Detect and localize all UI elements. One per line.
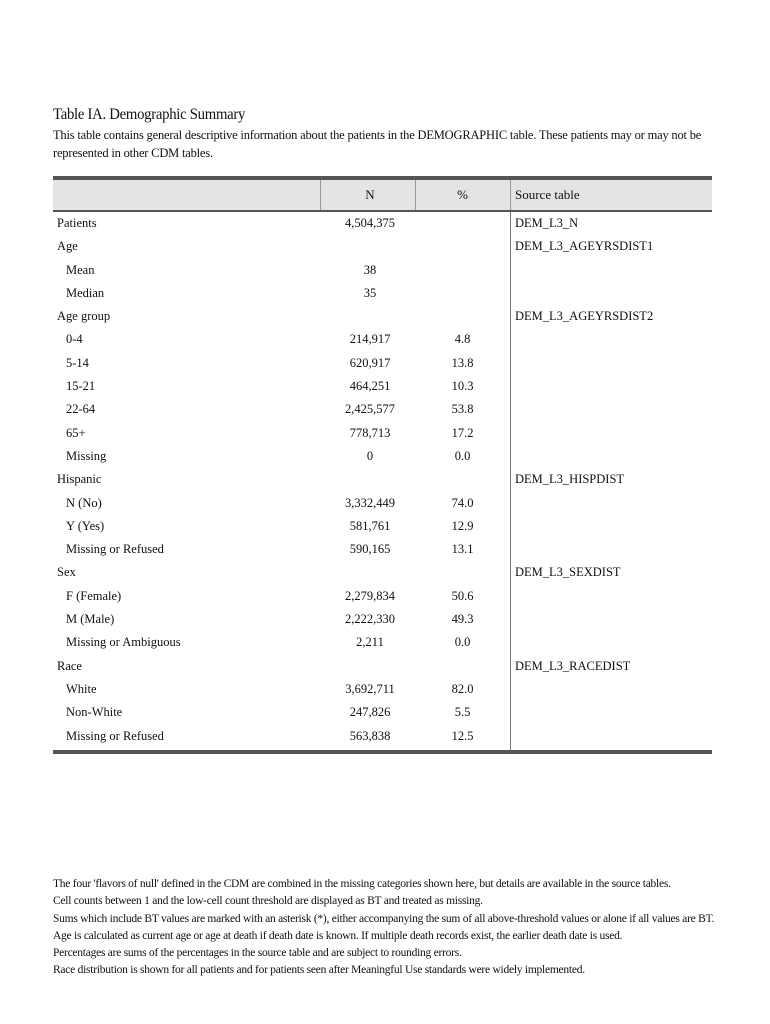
table-row	[53, 282, 712, 305]
header-n: N	[365, 187, 375, 202]
footnote: Sums which include BT values are marked with an asterisk (*), either accompanying the sum of all above-threshold values or alone if all values are BT.	[53, 912, 715, 925]
header-source: Source table	[515, 187, 580, 202]
table-body	[53, 212, 712, 748]
row-label: Age	[57, 239, 78, 254]
row-percent: 5.5	[454, 705, 471, 720]
column-divider	[510, 212, 511, 750]
header-percent: %	[457, 187, 468, 202]
row-percent: 17.2	[451, 425, 474, 440]
row-count: 35	[363, 285, 377, 300]
row-count: 3,692,711	[345, 681, 395, 696]
row-percent: 4.8	[454, 332, 471, 347]
row-percent: 12.5	[451, 728, 474, 743]
row-source-table: DEM_L3_RACEDIST	[515, 658, 631, 673]
row-label: 65+	[66, 425, 86, 440]
row-label: Age group	[57, 309, 111, 324]
table-row	[53, 212, 712, 235]
row-count: 2,211	[356, 635, 384, 650]
row-count: 620,917	[349, 355, 391, 370]
row-percent: 53.8	[451, 402, 474, 417]
row-label: Missing or Refused	[66, 542, 164, 557]
row-percent: 50.6	[451, 588, 474, 603]
row-count: 778,713	[349, 425, 391, 440]
row-label: 15-21	[66, 379, 96, 394]
table-row	[53, 585, 712, 608]
row-percent: 13.8	[451, 355, 474, 370]
row-percent: 82.0	[451, 681, 474, 696]
row-percent: 74.0	[451, 495, 474, 510]
row-label: Non-White	[66, 705, 123, 720]
row-label: Y (Yes)	[66, 518, 105, 533]
row-count: 581,761	[349, 518, 391, 533]
row-label: Race	[57, 658, 82, 673]
header-divider	[510, 180, 511, 210]
table-row	[53, 678, 712, 701]
row-label: F (Female)	[66, 588, 122, 603]
table-header	[53, 176, 712, 212]
row-label: Hispanic	[57, 472, 102, 487]
footnote: Percentages are sums of the percentages in the source table and are subject to rounding errors.	[53, 947, 462, 960]
row-label: Patients	[57, 216, 97, 230]
footnotes	[53, 876, 753, 980]
row-count: 2,425,577	[345, 402, 395, 417]
footnote: The four 'flavors of null' defined in the CDM are combined in the missing categories shown here, but details are available in the source tables.	[53, 878, 671, 890]
table-row	[53, 538, 712, 561]
row-label: 22-64	[66, 402, 96, 417]
row-label: Mean	[66, 262, 95, 277]
row-percent: 49.3	[451, 612, 474, 627]
table-row	[53, 445, 712, 468]
table-row	[53, 515, 712, 538]
row-count: 0	[366, 448, 374, 463]
table-row	[53, 375, 712, 398]
row-count: 3,332,449	[345, 495, 395, 510]
row-percent: 0.0	[454, 635, 471, 650]
table-row	[53, 725, 712, 748]
row-count: 2,279,834	[345, 588, 395, 603]
table-row	[53, 655, 712, 678]
footnote: Cell counts between 1 and the low-cell count threshold are displayed as BT and treated as missing.	[53, 895, 483, 908]
table-row	[53, 631, 712, 654]
table-row	[53, 468, 712, 491]
row-source-table: DEM_L3_AGEYRSDIST1	[515, 239, 654, 254]
table-row	[53, 608, 712, 631]
row-source-table: DEM_L3_N	[515, 216, 579, 230]
row-label: Sex	[57, 565, 76, 580]
table-row	[53, 328, 712, 351]
row-source-table: DEM_L3_SEXDIST	[515, 565, 621, 580]
row-count: 4,504,375	[345, 216, 395, 230]
row-label: N (No)	[66, 495, 102, 510]
table-row	[53, 352, 712, 375]
table-row	[53, 398, 712, 421]
row-percent: 0.0	[454, 448, 471, 463]
row-count: 563,838	[349, 728, 391, 743]
table-row	[53, 701, 712, 724]
row-label: Median	[66, 285, 105, 300]
row-percent: 12.9	[451, 518, 474, 533]
footnote: Race distribution is shown for all patients and for patients seen after Meaningful Use standards were widely implemented.	[53, 964, 585, 977]
row-count: 214,917	[349, 332, 391, 347]
table-row	[53, 305, 712, 328]
row-label: 5-14	[66, 355, 89, 370]
table-row	[53, 422, 712, 445]
row-count: 590,165	[349, 542, 391, 557]
table-bottom-rule	[53, 750, 712, 754]
table-title: Table IA. Demographic Summary	[53, 106, 246, 123]
row-label: Missing or Ambiguous	[66, 635, 181, 650]
table-description: This table contains general descriptive information about the patients in the DEMOGRAPHIC table. These patients may or may not be represented in other CDM tables.	[53, 128, 702, 160]
row-count: 38	[363, 262, 377, 277]
row-label: Missing	[66, 448, 107, 463]
row-label: Missing or Refused	[66, 728, 164, 743]
table-row	[53, 492, 712, 515]
row-percent: 13.1	[451, 542, 474, 557]
row-count: 464,251	[349, 379, 391, 394]
row-count: 247,826	[349, 705, 391, 720]
demographic-table	[53, 176, 712, 754]
row-label: 0-4	[66, 332, 83, 347]
table-row	[53, 561, 712, 584]
table-row	[53, 235, 712, 258]
row-count: 2,222,330	[345, 612, 395, 627]
row-source-table: DEM_L3_AGEYRSDIST2	[515, 309, 654, 324]
row-label: M (Male)	[66, 612, 115, 627]
footnote: Age is calculated as current age or age at death if death date is known. If multiple death records exist, the earlier death date is used.	[53, 929, 623, 942]
row-percent: 10.3	[451, 379, 474, 394]
row-label: White	[66, 681, 97, 696]
row-source-table: DEM_L3_HISPDIST	[515, 472, 625, 487]
table-row	[53, 259, 712, 282]
